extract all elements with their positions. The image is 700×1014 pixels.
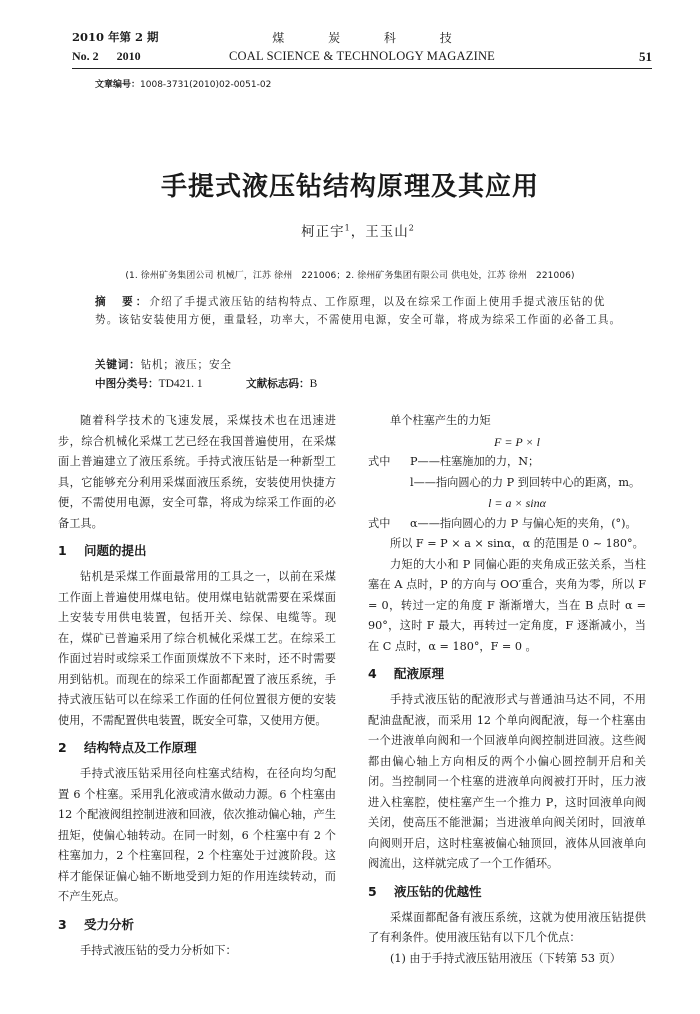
section-3-paragraph: 手持式液压钻的受力分析如下： [80,943,237,957]
section-5-heading [368,881,646,903]
section-5-item-1: (1) 由于手持式液压钻用液压（下转第 53 页） [390,951,621,965]
definition-l: l——指向圆心的力 P 到回转中心的距离，m。 [410,475,641,489]
issue-year: 2010 [116,49,141,63]
journal-name-cn: 煤 炭 科 技 [272,31,472,45]
article-title: 手提式液压钻结构原理及其应用 [160,172,539,202]
body-right-column [368,411,646,969]
definitions-1 [368,452,646,493]
authors [0,220,700,240]
section-1-title: 问题的提出 [84,543,147,558]
author-1: 柯正宇 [301,224,345,240]
section-3-number: 3 [58,916,67,932]
section-4-number: 4 [368,666,377,681]
section-5-number: 5 [368,883,377,899]
issue-no: No. 2 [72,49,99,63]
section-5-title: 液压钻的优越性 [394,883,482,899]
section-3-heading [58,914,336,936]
document-code [246,378,317,390]
torque-explanation: 力矩的大小和 P 同偏心距的夹角成正弦关系，当柱塞在 A 点时，P 的方向与 OO′重合，夹角为零，所以 F = 0，转过一定的角度 F 渐渐增大，当在 B 点时 α = 90°，这时 F 最大，再转过一定角度，F 逐渐减小，当在 C 点时，α = 180°，F = 0 。 [368,557,646,653]
author-1-mark: 1 [344,223,351,233]
section-2-number: 2 [58,740,67,755]
where-label-1: 式中 [368,455,391,468]
section-2-heading [58,737,336,759]
author-2: 王玉山 [365,224,409,240]
torque-intro: 单个柱塞产生的力矩 [390,414,491,427]
keywords [95,357,232,372]
torque-range: 所以 F = P × a × sinα，α 的范围是 0 ~ 180°。 [390,537,644,550]
clc-code: TD421. 1 [158,378,203,390]
running-header-bottom [72,47,652,65]
definitions-2 [368,514,646,535]
section-1-heading [58,540,336,562]
abstract-label: 摘 要： [95,296,150,308]
definition-p [368,452,646,473]
intro-paragraph: 随着科学技术的飞速发展，采煤技术也在迅速进步，综合机械化采煤工艺已经在我国普遍使用，在采煤面上普遍建立了液压系统。手持式液压钻是一种新型工具，它能够充分利用采煤面液压系统，安装使用快捷方便，不需使用电源，安全可靠，将成为综采工作面的必备工具。 [58,414,336,530]
doc-code-label: 文献标志码： [246,378,310,390]
keywords-text: 钻机；液压；安全 [140,359,232,371]
formula-lever: l = a × sinα [488,496,546,510]
section-4-paragraph: 手持式液压钻的配液形式与普通油马达不同，不用配油盘配液，而采用 12 个单向阀配液，每一个柱塞由一个进液单向阀和一个回液单向阀控制进回液。这些阀都由偏心轴上方向相反的两个小偏心圆控制开启和关闭。当控制同一个柱塞的进液单向阀被打开时，压力液进入柱塞腔，使柱塞产生一个推力 P，这时回液单向阀关闭，使高压不能泄漏；当进液单向阀关闭时，回液单向阀则开启，这时柱塞被偏心轴顶回，液体从回液单向阀流出，这样就完成了一个工作循环。 [368,693,646,870]
classification [95,376,317,391]
keywords-label: 关键词： [95,359,141,371]
formula-torque: F = P × l [494,434,540,449]
body-left-column [58,411,336,961]
author-2-mark: 2 [408,223,415,233]
journal-name-en: COAL SCIENCE & TECHNOLOGY MAGAZINE [228,49,496,63]
running-header-top [72,29,652,45]
page-number: 51 [639,49,652,64]
section-4-heading [368,663,646,685]
section-3-title: 受力分析 [84,916,135,932]
abstract-text: 介绍了手提式液压钻的结构特点、工作原理，以及在综采工作面上使用手提式液压钻的优势。该钻安装使用方便，重量轻，功率大，不需使用电源，安全可靠，将成为综采工作面的必备工具。 [95,296,622,326]
header-divider [72,68,652,69]
section-2-title: 结构特点及工作原理 [84,740,197,755]
abstract [95,293,625,329]
definition-alpha [368,514,646,535]
clc-label: 中图分类号： [95,378,159,390]
article-number [95,77,271,90]
affiliations: (1. 徐州矿务集团公司 机械厂，江苏 徐州 221006；2. 徐州矿务集团有限公司 供电处，江苏 徐州 221006) [125,271,575,281]
doc-code-value: B [309,378,318,390]
article-number-label: 文章编号： [95,80,141,90]
definition-alpha-text: α——指向圆心的力 P 与偏心矩的夹角，(°)。 [410,516,637,530]
article-number-value: 1008-3731(2010)02-0051-02 [140,80,272,90]
section-5-paragraph: 采煤面都配备有液压系统，这就为使用液压钻提供了有利条件。使用液压钻有以下几个优点： [368,910,646,944]
issue-cn: 2010 年第 2 期 [72,30,159,44]
definition-p-text: P——柱塞施加的力，N； [410,455,540,468]
section-4-title: 配液原理 [394,666,445,681]
author-separator: ， [350,224,366,240]
section-1-number: 1 [58,543,67,558]
section-2-paragraph: 手持式液压钻采用径向柱塞式结构，在径向均匀配置 6 个柱塞。采用乳化液或清水做动力源。6 个柱塞由 12 个配液阀组控制进液和回液，依次推动偏心轴，产生扭矩，使偏心轴转动。在同一时刻，6 个柱塞中有 2 个柱塞加力，2 个柱塞回程，2 个柱塞处于过渡阶段。这样才能保证偏心轴不断地受到力矩的作用连续转动，而不产生死点。 [58,767,336,903]
where-label-2: 式中 [368,516,391,530]
section-1-paragraph: 钻机是采煤工作面最常用的工具之一，以前在采煤工作面上普遍使用煤电钻。使用煤电钻就需要在采煤面上安装专用供电装置，包括开关、综保、电缆等。现在，煤矿已普遍采用了综合机械化采煤工艺。在综采工作面过岩时或综采工作面顶煤放不下来时，还不时需要用到钻机。而现在的综采工作面都配置了液压系统，手持式液压钻可以在综采工作面的任何位置很方便的安装使用，不需配置供电装置，既安全可靠，又使用方便。 [58,570,336,727]
